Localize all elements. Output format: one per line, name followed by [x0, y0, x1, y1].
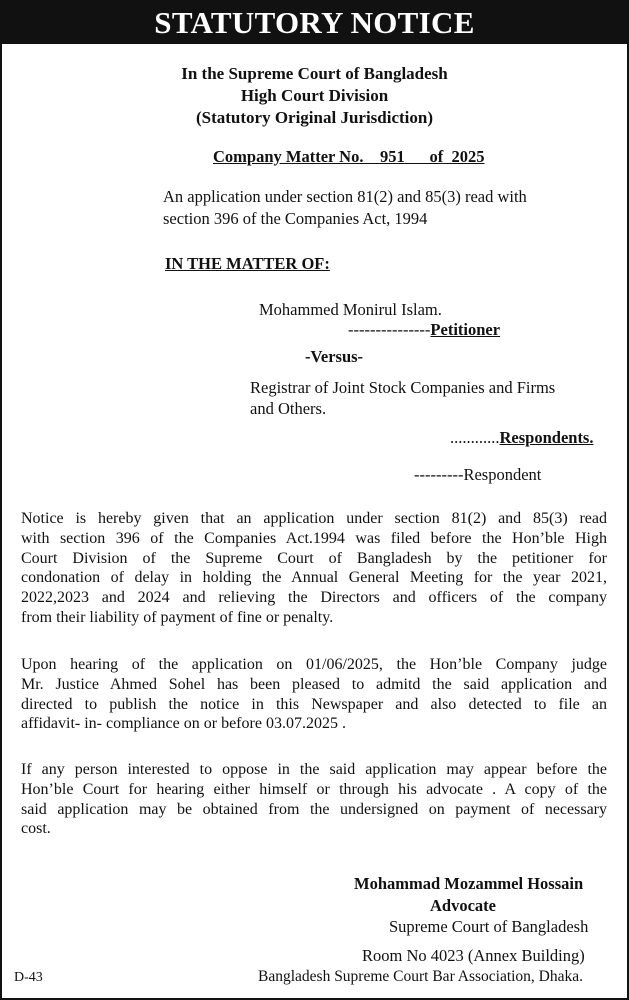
p2-line: Mr. Justice Ahmed Sohel has been pleased to admitd the said application and: [21, 675, 607, 693]
notice-paragraph-1: [21, 509, 607, 628]
p2-line: affidavit- in- compliance on or before 03.07.2025 .: [21, 715, 346, 733]
respondent-line-2: and Others.: [250, 399, 327, 418]
petitioner-dashes: ---------------: [348, 320, 431, 339]
p3-line: said application may be obtained from the undersigned on payment of necessary: [21, 800, 607, 818]
p1-line: condonation of delay in holding the Annual General Meeting for the year 2021,: [21, 569, 607, 587]
court-name: In the Supreme Court of Bangladesh: [181, 64, 448, 83]
p1-line: Notice is hereby given that an application under section 81(2) and 85(3) read: [21, 510, 607, 527]
court-division: High Court Division: [240, 86, 389, 105]
respondents-role-line: [450, 428, 593, 448]
p2-line: directed to publish the notice in this Newspaper and also detected to file an: [21, 695, 607, 713]
p1-line: with section 396 of the Companies Act.1994 was filed before the Hon’ble High: [21, 529, 607, 547]
petitioner-role: Petitioner: [430, 320, 501, 339]
application-line-1: An application under section 81(2) and 85(3) read with: [163, 187, 527, 206]
signatory-court: Supreme Court of Bangladesh: [389, 917, 589, 936]
matter-number: 951: [379, 147, 405, 166]
notice-paragraph-2: [21, 655, 607, 734]
signatory-title: Advocate: [430, 896, 496, 915]
court-jurisdiction: (Statutory Original Jurisdiction): [195, 108, 434, 127]
p1-line: from their liability of payment of fine or penalty.: [21, 608, 334, 626]
matter-year: 2025: [451, 147, 485, 166]
signatory-room: Room No 4023 (Annex Building): [362, 946, 585, 965]
matter-of: of: [429, 147, 444, 166]
petitioner-role-line: [348, 320, 500, 340]
company-matter-line: [213, 147, 484, 167]
respondent-role: Respondent: [463, 465, 542, 484]
versus-label: -Versus-: [305, 347, 364, 366]
in-the-matter-heading: IN THE MATTER OF:: [165, 254, 330, 273]
application-line-2: section 396 of the Companies Act, 1994: [163, 209, 428, 228]
notice-banner: STATUTORY NOTICE: [2, 2, 627, 44]
signatory-association: Bangladesh Supreme Court Bar Association, Dhaka.: [258, 968, 584, 985]
p1-line: 2022,2023 and 2024 and relieving the Directors and officers of the company: [21, 589, 607, 607]
respondent-line-1: Registrar of Joint Stock Companies and Firms: [250, 378, 556, 397]
respondent-dashes: ---------: [414, 465, 464, 484]
footer-code: D-43: [14, 970, 43, 985]
respondents-dots: ............: [450, 428, 500, 447]
petitioner-name: Mohammed Monirul Islam.: [259, 300, 442, 319]
p2-line: Upon hearing of the application on 01/06/2025, the Hon’ble Company judge: [21, 656, 607, 673]
notice-paragraph-3: [21, 760, 607, 839]
matter-label: Company Matter No.: [213, 147, 364, 166]
p3-line: Hon’ble Court for hearing either himself or through his advocate . A copy of the: [21, 780, 607, 798]
respondent-role-line-2: [414, 465, 541, 485]
respondents-role: Respondents.: [499, 428, 594, 447]
p1-line: Court Division of the Supreme Court of Bangladesh by the petitioner for: [21, 549, 607, 567]
signatory-name: Mohammad Mozammel Hossain: [354, 874, 584, 893]
p3-line: If any person interested to oppose in the said application may appear before the: [21, 761, 607, 778]
p3-line: cost.: [21, 820, 51, 838]
